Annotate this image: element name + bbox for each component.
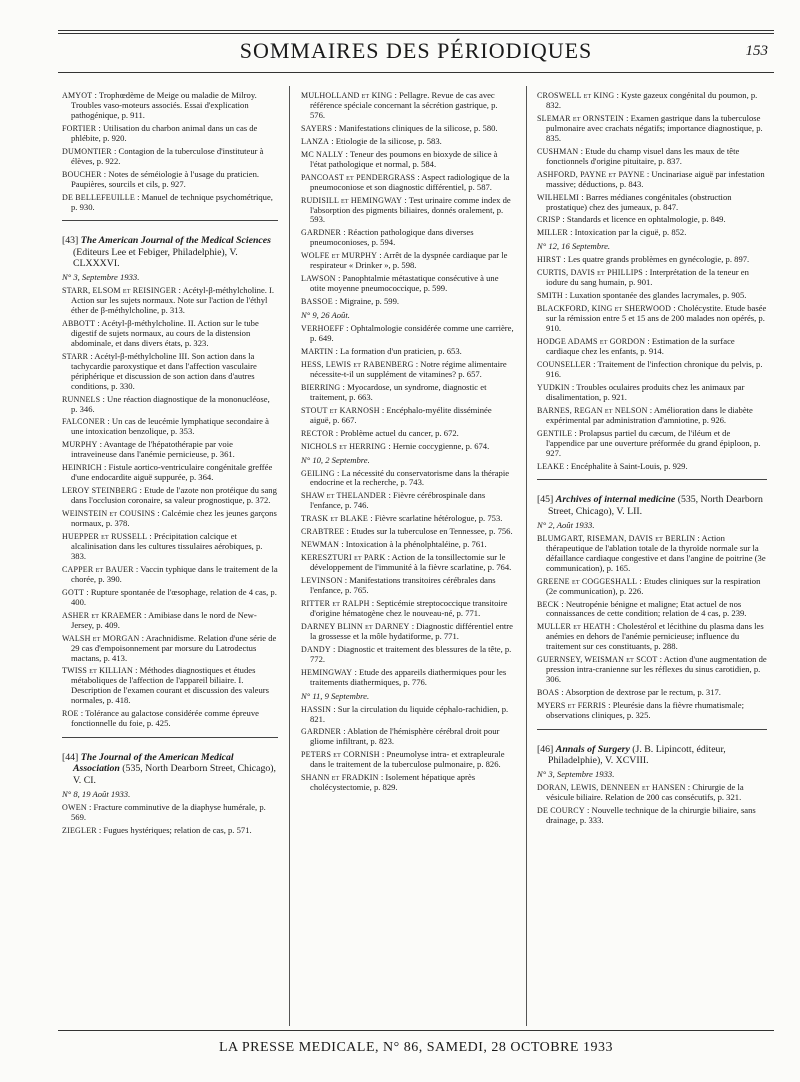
- article-authors: HIRST: [537, 255, 562, 265]
- article-entry: [62, 439, 278, 460]
- article-entry: [537, 336, 767, 357]
- column-left: [62, 88, 278, 836]
- article-entry: [62, 632, 278, 664]
- article-title: : Contagion de la tuberculose d'instituteur à élèves, p. 922.: [71, 145, 264, 166]
- article-title: : Fièvre cérébrospinale dans l'enfance, p. 746.: [310, 490, 486, 511]
- article-title: : Absorption de dextrose par le rectum, p. 317.: [561, 687, 721, 698]
- issue-date: N° 8, 19 Août 1933.: [62, 788, 131, 799]
- journal-heading: [62, 752, 278, 786]
- article-authors: WILHELMI: [537, 192, 580, 202]
- article-entry: [301, 345, 514, 357]
- article-title: : Uncinariase aiguë par infestation massive; déductions, p. 843.: [546, 168, 765, 189]
- article-title: : Action de la tonsillectomie sur le développement de l'immunité à la fièvre scarlatine, p. 764.: [310, 552, 512, 573]
- article-entry: [62, 801, 278, 823]
- article-entry: [62, 122, 278, 144]
- article-title: : La nécessité du conservatorisme dans la thérapie endocrine et la recherche, p. 743.: [310, 467, 510, 488]
- article-entry: [62, 145, 278, 167]
- article-title: : Teneur des poumons en bioxyde de silice à l'état pathologique et normal, p. 584.: [310, 148, 498, 169]
- article-entry: [62, 531, 278, 562]
- page-number: 153: [745, 43, 768, 59]
- article-entry: [301, 467, 514, 489]
- article-authors: PANCOAST et PENDERGRASS: [301, 172, 416, 182]
- article-title: : Panophtalmie métastatique consécutive à une otite moyenne pneumococcique, p. 599.: [310, 273, 499, 294]
- article-title: : Notes de séméiologie à l'usage du praticien. Paupières, sourcils et cils, p. 927.: [71, 168, 260, 189]
- article-authors: LAWSON: [301, 274, 336, 284]
- article-title: : Acétyl-β-méthylcholine. II. Action sur le tube digestif de sujets normaux, au cours de la distension abdominale, et dans divers états, p. 323.: [71, 317, 259, 348]
- article-title: : Tolérance au galactose considérée comme épreuve fonctionnelle du foie, p. 425.: [71, 708, 259, 729]
- article-authors: ZIEGLER: [62, 825, 97, 835]
- column-middle: [301, 88, 514, 793]
- article-title: : Neutropénie bénigne et maligne; Etat actuel de nos connaissances de cette condition; relation de 4 cas, p. 239.: [546, 598, 747, 619]
- article-authors: TWISS et KILLIAN: [62, 666, 133, 676]
- article-entry: [62, 665, 278, 706]
- article-entry: [62, 317, 278, 349]
- article-entry: [62, 168, 278, 190]
- article-entry: [301, 552, 514, 573]
- article-title: : Nouvelle technique de la chirurgie biliaire, sans drainage, p. 333.: [546, 805, 756, 826]
- article-entry: [537, 404, 767, 426]
- article-title: : Isolement hépatique après cholécystectomie, p. 829.: [310, 772, 476, 793]
- article-title: : Arrêt de la dyspnée cardiaque par le respirateur « Drinker », p. 598.: [310, 250, 508, 271]
- article-authors: SMITH: [537, 291, 563, 301]
- journal-publisher: (J. B. Lipincott, éditeur, Philadelphie), V. XCVIII.: [548, 744, 726, 767]
- article-entry: [537, 303, 767, 334]
- article-entry: [537, 290, 767, 301]
- journal-heading: [62, 235, 278, 269]
- article-entry: [62, 285, 278, 316]
- article-entry: [537, 267, 767, 288]
- article-authors: CUSHMAN: [537, 146, 579, 156]
- article-authors: BLUMGART, RISEMAN, DAVIS et BERLIN: [537, 533, 696, 543]
- page-footer: LA PRESSE MEDICALE, N° 86, SAMEDI, 28 OCTOBRE 1933: [219, 1040, 613, 1055]
- article-authors: ROE: [62, 709, 79, 719]
- article-authors: SHAW et THELANDER: [301, 491, 387, 501]
- article-title: : Méthodes diagnostiques et études métaboliques de l'affection de l'appareil biliaire. I. Description de l'examen courant et discussion des valeurs normales, p. 418.: [71, 665, 269, 706]
- article-entry: [301, 575, 514, 596]
- article-title: : Problème actuel du cancer, p. 672.: [335, 427, 459, 438]
- top-rule-inner: [58, 33, 774, 34]
- article-entry: [301, 490, 514, 511]
- article-authors: NICHOLS et HERRING: [301, 441, 387, 451]
- article-authors: CURTIS, DAVIS et PHILLIPS: [537, 268, 643, 278]
- article-authors: MARTIN: [301, 346, 334, 356]
- article-authors: TRASK et BLAKE: [301, 514, 369, 524]
- article-authors: DE COURCY: [537, 806, 585, 816]
- article-entry: [301, 440, 514, 452]
- article-title: : Manifestations cliniques de la silicose, p. 580.: [334, 122, 498, 133]
- article-title: : Action d'une augmentation de pression intra-cranienne sur les réflexes du sinus carotidien, p. 306.: [546, 654, 767, 685]
- article-entry: [62, 416, 278, 437]
- section-separator: [62, 737, 278, 738]
- article-entry: [62, 824, 278, 836]
- article-authors: MULHOLLAND et KING: [301, 91, 393, 100]
- article-entry: [301, 597, 514, 619]
- article-authors: LANZA: [301, 136, 330, 146]
- article-title: : Utilisation du charbon animal dans un cas de phlébite, p. 920.: [71, 122, 258, 143]
- article-entry: [537, 427, 767, 459]
- issue-date: N° 12, 16 Septembre.: [537, 241, 611, 252]
- article-authors: DE BELLEFEUILLE: [62, 192, 135, 202]
- article-authors: AMYOT: [62, 91, 93, 100]
- article-entry: [301, 404, 514, 426]
- journal-number: [44]: [62, 752, 79, 764]
- article-title: : Vaccin typhique dans le traitement de la chorée, p. 390.: [71, 563, 278, 584]
- article-title: : Diagnostic différentiel entre la grossesse et la môle hydatiforme, p. 771.: [310, 620, 513, 641]
- article-authors: STARR, ELSOM et REISINGER: [62, 286, 177, 296]
- article-entry: [301, 148, 514, 170]
- article-authors: BOUCHER: [62, 169, 102, 179]
- journal-heading: [537, 744, 767, 767]
- article-title: : Pellagre. Revue de cas avec référence spéciale concernant la sécrétion gastrique, p. 576.: [310, 90, 498, 120]
- article-authors: STARR: [62, 351, 89, 361]
- article-authors: KERESZTURI et PARK: [301, 553, 386, 563]
- article-title: : Myocardose, un syndrome, diagnostic et traitement, p. 663.: [310, 381, 487, 402]
- article-title: : Encéphalo-myélite disséminée aiguë, p. 667.: [310, 404, 492, 425]
- article-authors: RUNNELS: [62, 394, 101, 404]
- article-authors: ASHFORD, PAYNE et PAYNE: [537, 169, 645, 179]
- article-title: : Fièvre scarlatine hétérologue, p. 753.: [370, 513, 503, 524]
- article-title: : Intoxication à la phénolphtaléine, p. 761.: [341, 539, 487, 550]
- article-authors: DANDY: [301, 644, 331, 654]
- article-authors: GOTT: [62, 587, 85, 597]
- article-entry: [301, 122, 514, 134]
- article-title: : Les quatre grands problèmes en gynécologie, p. 897.: [563, 254, 750, 265]
- article-title: : Arachnidisme. Relation d'une série de 29 cas d'empoisonnement par morsure du Latrodectus mactans, p. 413.: [71, 632, 277, 663]
- article-authors: HODGE ADAMS et GORDON: [537, 337, 646, 347]
- article-title: : Cholécystite. Etude basée sur la rémission entre 5 et 15 ans de 200 malades non opérés, p. 910.: [546, 303, 767, 334]
- journal-title: Annals of Surgery: [555, 744, 630, 756]
- article-authors: BASSOE: [301, 297, 333, 307]
- article-entry: [537, 358, 767, 380]
- article-authors: GARDNER: [301, 727, 342, 737]
- article-title: : Etude des appareils diathermiques pour les traitements diathermiques, p. 776.: [310, 666, 507, 687]
- article-authors: GEILING: [301, 468, 335, 478]
- article-authors: CAPPER et BAUER: [62, 564, 134, 574]
- article-authors: COUNSELLER: [537, 359, 591, 369]
- article-authors: SAYERS: [301, 123, 333, 133]
- article-entry: [537, 90, 767, 111]
- journal-number: [43]: [62, 235, 79, 247]
- article-authors: RECTOR: [301, 428, 334, 438]
- article-title: : Estimation de la surface cardiaque chez les enfants, p. 914.: [546, 336, 735, 356]
- article-authors: NEWMAN: [301, 540, 340, 550]
- article-title: : Amélioration dans le diabète expérimental par administration d'amniotine, p. 926.: [546, 404, 753, 425]
- article-authors: DARNEY BLINN et DARNEY: [301, 621, 410, 631]
- journal-title: The American Journal of the Medical Sciences: [80, 235, 271, 247]
- journal-heading: [537, 494, 767, 517]
- article-title: : Etudes cliniques sur la respiration (2e communication), p. 226.: [546, 575, 761, 596]
- journal-number: [46]: [537, 744, 554, 756]
- article-entry: [301, 772, 514, 793]
- article-authors: GARDNER: [301, 228, 342, 238]
- article-entry: [62, 508, 278, 529]
- article-title: : Etude de l'azote non protéique du sang dans l'occlusion coronaire, sa valeur prognostique, p. 372.: [71, 485, 277, 506]
- article-authors: ASHER et KRAEMER: [62, 610, 142, 620]
- issue-date: N° 10, 2 Septembre.: [301, 454, 370, 465]
- issue-date: N° 3, Septembre 1933.: [537, 769, 615, 780]
- article-entry: [537, 598, 767, 620]
- article-entry: [537, 532, 767, 574]
- column-right: [537, 88, 767, 826]
- article-title: : Traitement de l'infection chronique du pelvis, p. 916.: [546, 358, 763, 379]
- article-title: : Troubles oculaires produits chez les animaux par disalimentation, p. 921.: [546, 381, 745, 402]
- article-entry: [537, 575, 767, 597]
- article-entry: [537, 254, 767, 265]
- article-title: : Kyste gazeux congénital du poumon, p. 832.: [546, 90, 758, 110]
- article-title: : Test urinaire comme index de l'absorption des pigments biliaires, donnés oralement, p. 593.: [310, 194, 511, 225]
- issue-date: N° 9, 26 Août.: [301, 310, 350, 321]
- article-authors: VERHOEFF: [301, 324, 344, 334]
- article-title: : Interprétation de la teneur en iodure du sang humain, p. 901.: [546, 267, 749, 288]
- article-authors: LEAKE: [537, 461, 565, 471]
- article-authors: WOLFE et MURPHY: [301, 251, 378, 261]
- article-entry: [301, 526, 514, 537]
- article-authors: LEROY STEINBERG: [62, 486, 138, 496]
- article-authors: RUDISILL et HEMINGWAY: [301, 195, 403, 205]
- article-entry: [301, 726, 514, 747]
- journal-number: [45]: [537, 494, 554, 506]
- article-entry: [537, 460, 767, 472]
- article-title: : Etiologie de la silicose, p. 583.: [331, 135, 442, 146]
- article-authors: BARNES, REGAN et NELSON: [537, 405, 648, 415]
- article-entry: [62, 586, 278, 608]
- article-entry: [62, 350, 278, 392]
- article-authors: CRISP: [537, 215, 561, 225]
- article-authors: HEINRICH: [62, 463, 102, 473]
- article-entry: [301, 250, 514, 271]
- article-entry: [301, 227, 514, 248]
- article-title: : Ablation de l'hémisphère cérébral droit pour gliome infiltrant, p. 823.: [310, 726, 500, 747]
- article-entry: [62, 563, 278, 585]
- article-entry: [301, 381, 514, 403]
- article-title: : Un cas de leucémie lymphatique secondaire à une intoxication benzolique, p. 353.: [71, 416, 269, 437]
- article-authors: FALCONER: [62, 417, 106, 427]
- article-title: : Examen gastrique dans la tuberculose pulmonaire avec crachats négatifs; importance diagnostique, p. 835.: [546, 112, 763, 143]
- article-authors: SLEMAR et ORNSTEIN: [537, 113, 624, 123]
- article-entry: [301, 296, 514, 307]
- article-title: : Fracture comminutive de la diaphyse humérale, p. 569.: [71, 801, 266, 822]
- article-entry: [537, 112, 767, 144]
- article-entry: [301, 703, 514, 725]
- article-entry: [62, 708, 278, 729]
- article-authors: RITTER et RALPH: [301, 598, 370, 608]
- article-entry: [537, 168, 767, 190]
- article-authors: BECK: [537, 599, 560, 609]
- top-rule-outer: [58, 30, 774, 31]
- article-authors: STOUT et KARNOSH: [301, 405, 380, 415]
- article-title: : Chirurgie de la vésicule biliaire. Relation de 200 cas consécutifs, p. 321.: [546, 782, 744, 803]
- article-authors: HASSIN: [301, 704, 332, 714]
- article-authors: MYERS et FERRIS: [537, 701, 607, 711]
- article-title: : Amibiase dans le nord de New-Jersey, p. 409.: [71, 609, 257, 630]
- article-title: : Ophtalmologie considérée comme une carrière, p. 649.: [310, 323, 514, 344]
- article-authors: GUERNSEY, WEISMAN et SCOT: [537, 655, 658, 665]
- article-authors: GENTILE: [537, 428, 573, 438]
- journal-publisher: (535, North Dearborn Street, Chicago), V. CI.: [73, 763, 276, 786]
- article-title: : Action thérapeutique de l'ablation totale de la thyroïde normale sur la défaillance cardiaque congestive et dans l'angine de poitrine (3e communication), p. 165.: [546, 532, 766, 573]
- article-title: : Calcémie chez les jeunes garçons normaux, p. 378.: [71, 508, 277, 529]
- article-title: : Standards et licence en ophtalmologie, p. 849.: [562, 214, 726, 225]
- article-title: : Prolapsus partiel du cæcum, de l'iléum et de l'appendice par une ouverture préformée du grand épiploon, p. 927.: [546, 427, 761, 458]
- article-authors: CRABTREE: [301, 527, 345, 537]
- issue-date: N° 11, 9 Septembre.: [301, 690, 370, 701]
- article-authors: BLACKFORD, KING et SHERWOOD: [537, 304, 672, 314]
- article-entry: [537, 381, 767, 403]
- article-entry: [301, 323, 514, 344]
- section-separator: [537, 729, 767, 730]
- article-authors: HESS, LEWIS et RABENBERG: [301, 359, 414, 369]
- article-entry: [62, 609, 278, 631]
- article-title: : Manuel de technique psychométrique, p. 930.: [71, 191, 273, 212]
- article-entry: [537, 782, 767, 803]
- article-title: : Fistule aortico-ventriculaire congénitale greffée d'une endocardite aiguë suppurée, p. 364.: [71, 462, 273, 483]
- article-title: : Avantage de l'hépatothérapie par voie intraveineuse dans l'anémie pernicieuse, p. 361.: [71, 439, 235, 460]
- page-header: [58, 38, 774, 66]
- article-title: : Fugues hystériques; relation de cas, p. 571.: [98, 824, 252, 835]
- section-separator: [62, 220, 278, 221]
- article-authors: FORTIER: [62, 123, 97, 133]
- article-title: : Hernie coccygienne, p. 674.: [388, 440, 490, 451]
- column-divider-2: [526, 86, 527, 1026]
- article-title: : Pleurésie dans la fièvre rhumatismale; observations cliniques, p. 325.: [546, 700, 744, 721]
- article-entry: [537, 805, 767, 826]
- article-title: : Encéphalite à Saint-Louis, p. 929.: [566, 460, 688, 471]
- article-title: : Sur la circulation du liquide céphalo-rachidien, p. 821.: [310, 703, 509, 724]
- article-entry: [537, 654, 767, 685]
- article-entry: [301, 171, 514, 193]
- article-authors: PETERS et CORNISH: [301, 750, 380, 760]
- article-entry: [537, 214, 767, 225]
- article-entry: [62, 462, 278, 483]
- article-authors: CROSWELL et KING: [537, 91, 615, 100]
- article-authors: ABBOTT: [62, 318, 96, 328]
- article-authors: MC NALLY: [301, 149, 344, 159]
- article-title: : Diagnostic et traitement des blessures de la tête, p. 772.: [310, 643, 512, 664]
- article-title: : La formation d'un praticien, p. 653.: [335, 345, 462, 356]
- page-title: SOMMAIRES DES PÉRIODIQUES: [239, 38, 593, 63]
- header-rule: [58, 72, 774, 73]
- article-entry: [301, 620, 514, 642]
- article-title: : Luxation spontanée des glandes lacrymales, p. 905.: [565, 290, 747, 301]
- article-entry: [301, 358, 514, 380]
- article-authors: DORAN, LEWIS, DENNEEN et HANSEN: [537, 783, 686, 793]
- article-title: : Intoxication par la ciguë, p. 852.: [570, 227, 687, 238]
- article-title: : Une réaction diagnostique de la mononucléose, p. 346.: [71, 393, 270, 414]
- article-title: : Barres médianes congénitales (obstruction prostatique) chez des jumeaux, p. 847.: [546, 191, 732, 212]
- article-authors: WEINSTEIN et COUSINS: [62, 509, 156, 519]
- article-title: : Rupture spontanée de l'œsophage, relation de 4 cas, p. 400.: [71, 586, 277, 607]
- article-title: : Précipitation calcique et alcalinisation dans les cultures tissulaires aérobiques, p. 383.: [71, 531, 263, 561]
- article-title: : Septicémie streptococcique transitoire d'origine hématogène chez le nouveau-né, p. 771.: [310, 597, 508, 618]
- article-entry: [62, 393, 278, 415]
- article-title: : Manifestations transitoires cérébrales dans l'enfance, p. 765.: [310, 575, 496, 596]
- journal-title: Archives of internal medicine: [555, 494, 676, 506]
- article-authors: LEVINSON: [301, 576, 343, 586]
- article-entry: [301, 194, 514, 226]
- article-authors: WALSH et MORGAN: [62, 633, 140, 643]
- article-authors: SHANN et FRADKIN: [301, 773, 379, 783]
- article-title: : Migraine, p. 599.: [335, 296, 400, 307]
- article-authors: BIERRING: [301, 382, 341, 392]
- article-entry: [301, 643, 514, 665]
- article-title: : Réaction pathologique dans diverses pneumoconioses, p. 594.: [310, 227, 474, 248]
- article-title: : Trophœdème de Meige ou maladie de Milroy. Troubles vaso-moteurs associés. Essai d'explication pathogénique, p. 911.: [71, 90, 257, 120]
- article-entry: [537, 621, 767, 652]
- article-entry: [301, 135, 514, 147]
- article-entry: [301, 539, 514, 550]
- article-title: : Aspect radiologique de la pneumoconiose et son diagnostic différentiel, p. 587.: [310, 171, 510, 192]
- journal-publisher: (535, North Dearborn Street, Chicago), V. LII.: [548, 494, 763, 517]
- article-authors: MILLER: [537, 228, 568, 238]
- article-authors: HUEPPER et RUSSELL: [62, 532, 148, 542]
- article-entry: [301, 666, 514, 688]
- article-authors: HEMINGWAY: [301, 667, 353, 677]
- journal-title: The Journal of the American Medical Association: [73, 752, 234, 775]
- article-authors: DUMONTIER: [62, 146, 112, 156]
- article-title: : Pneumolyse intra- et extrapleurale dans le traitement de la tuberculose pulmonaire, p. 826.: [310, 749, 505, 770]
- article-title: : Notre régime alimentaire nécessite-t-il un supplément de vitamines? p. 657.: [310, 358, 507, 379]
- article-authors: YUDKIN: [537, 382, 570, 392]
- section-separator: [537, 479, 767, 480]
- article-authors: MULLER et HEATH: [537, 622, 611, 632]
- article-entry: [301, 90, 514, 121]
- article-entry: [537, 700, 767, 721]
- article-authors: OWEN: [62, 802, 87, 812]
- article-entry: [301, 749, 514, 770]
- article-entry: [62, 90, 278, 121]
- article-authors: GREENE et COGGESHALL: [537, 576, 638, 586]
- article-authors: BOAS: [537, 688, 560, 698]
- article-title: : Acétyl-β-méthylcholine. I. Action sur les sujets normaux. Note sur l'action de l'éthyl éther de β-méthylcholine, p. 313.: [71, 285, 275, 315]
- article-entry: [537, 145, 767, 167]
- issue-date: N° 3, Septembre 1933.: [62, 272, 140, 283]
- journal-publisher: (Editeurs Lee et Febiger, Philadelphie), V. CLXXXVI.: [73, 246, 238, 269]
- article-entry: [537, 227, 767, 238]
- article-entry: [301, 273, 514, 294]
- article-entry: [62, 191, 278, 213]
- article-authors: MURPHY: [62, 440, 98, 450]
- issue-date: N° 2, Août 1933.: [537, 519, 595, 530]
- footer-rule: [58, 1030, 774, 1031]
- article-title: : Cholestérol et lécithine du plasma dans les anémies en dehors de l'anémie pernicieuse; influence du traitement sur ces constituants, p. 288.: [546, 621, 764, 652]
- article-entry: [537, 687, 767, 698]
- article-entry: [62, 485, 278, 506]
- article-title: : Etude du champ visuel dans les maux de tête fonctionnels d'origine pituitaire, p. 837.: [546, 145, 740, 166]
- article-entry: [301, 513, 514, 524]
- article-title: : Etudes sur la tuberculose en Tennessee, p. 756.: [346, 526, 513, 537]
- article-entry: [301, 427, 514, 439]
- article-entry: [537, 191, 767, 213]
- column-divider-1: [289, 86, 290, 1026]
- article-title: : Acétyl-β-méthylcholine III. Son action dans la tachycardie paroxystique et dans l'affection vasculaire périphérique et discussion de son action dans d'autres conditions, p. 330.: [71, 350, 257, 391]
